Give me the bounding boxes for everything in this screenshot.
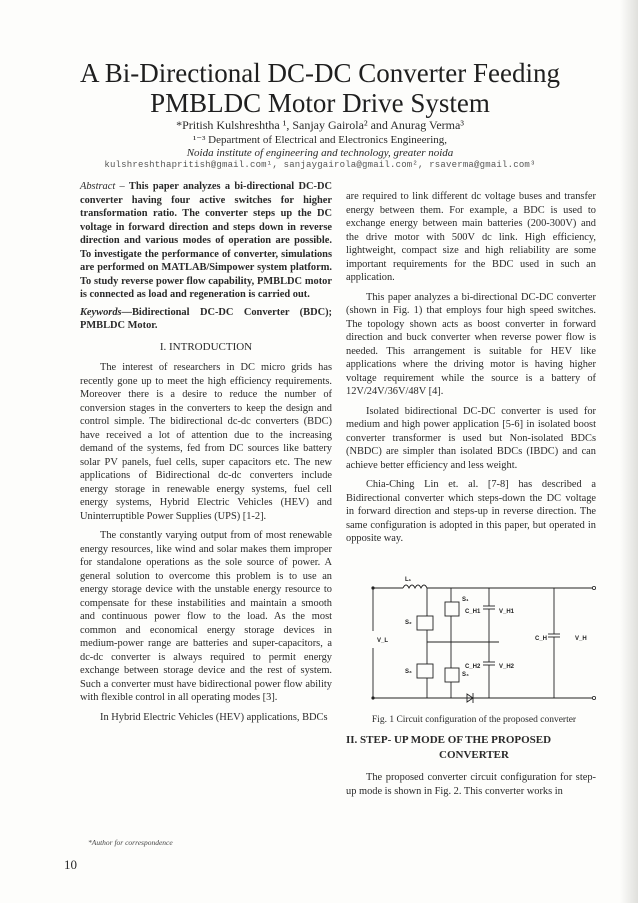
step-up-paragraph: The proposed converter circuit configuration for step-up mode is shown in Fig. 2. This converter works in [346, 772, 596, 797]
page-number: 10 [64, 857, 77, 872]
left-column [80, 180, 332, 724]
right-paragraph-1: are required to link different dc voltage buses and transfer energy between them. For example, a BDC is used to exchange energy between main batteries (200-300V) and the drive motor with 500V dc link. High efficiency, lightweight, compact size and high reliability are some important requirements for the BDC used in such an application. [346, 191, 596, 283]
label-ch: C_H [535, 636, 548, 642]
label-vh: V_H [575, 636, 587, 642]
label-s4: S₄ [462, 672, 469, 678]
label-vl: V_L [377, 638, 389, 644]
inductor-l1 [403, 585, 427, 588]
keywords-label: Keywords— [80, 306, 132, 318]
label-l1: L₁ [405, 577, 412, 583]
figure-caption: Fig. 1 Circuit configuration of the proposed converter [371, 715, 577, 725]
section-heading-step-up-line-2: CONVERTER [439, 749, 509, 761]
circuit-figure [369, 576, 599, 708]
label-ch1: C_H1 [465, 609, 481, 615]
keywords-text: Bidirectional DC-DC Converter (BDC); PMBLDC Motor. [80, 306, 332, 331]
label-ch2: C_H2 [465, 664, 481, 670]
footnote: *Author for correspondence [88, 838, 173, 847]
right-column [346, 190, 596, 546]
keywords [80, 306, 332, 333]
paper-title-line-1: A Bi-Directional DC-DC Converter Feeding [80, 58, 560, 88]
label-vh1: V_H1 [499, 609, 515, 615]
right-paragraph-2: This paper analyzes a bi-directional DC-DC converter (shown in Fig. 1) that employs four high speed switches. The topology shown acts as boost converter in forward direction and buck converter when reverse power flow is needed. This arrangement is suitable for HEV like applications where the driving motor is having higher voltage requirement while the source is a battery of 12V/24V/36V/48V [4]. [346, 291, 596, 397]
circuit-diagram [369, 576, 599, 708]
label-s2: S₂ [405, 620, 412, 626]
label-s3: S₃ [405, 669, 412, 675]
label-s1: S₁ [462, 597, 469, 603]
abstract-label: Abstract – [80, 181, 125, 192]
author-emails: kulshreshthapritish@gmail.com¹, sanjaygairola@gmail.com², rsaverma@gmail.com³ [104, 160, 536, 170]
page-edge-shadow [620, 0, 638, 903]
right-paragraph-4: Chia-Ching Lin et. al. [7-8] has described a Bidirectional converter which steps-down the DC voltage in forward direction and steps-up in reverse direction. The same configuration is adopted in this paper, but operated in opposite way. [346, 479, 596, 544]
department-affiliation: ¹⁻³ Department of Electrical and Electronics Engineering, [193, 134, 447, 146]
intro-paragraph-2: The constantly varying output from of most renewable energy resources, like wind and solar makes them improper for standalone operations as the sole source of power. A general solution to overcome this problem is to use an energy storage device with the unstable energy resource to compensate for these instabilities and maintain a smooth and continuous power flow to the load. As the most common and economical energy storage devices in medium-power range are batteries and super-capacitors, a dc-dc converter is always required to permit energy exchange between storage device and the rest of system. Such a converter must have bidirectional power flow ability with flexible control in all operating modes [3]. [80, 530, 332, 703]
intro-paragraph-3: In Hybrid Electric Vehicles (HEV) applications, BDCs [100, 711, 328, 723]
section-heading-step-up [346, 733, 602, 763]
abstract [80, 180, 332, 302]
label-vh2: V_H2 [499, 664, 515, 670]
paper-title-line-2: PMBLDC Motor Drive System [150, 88, 490, 118]
abstract-text: This paper analyzes a bi-directional DC-DC converter having four active switches for higher transformation ratio. The converter steps up the DC voltage in forward direction and steps down in reverse direction and various modes of operation are possible. To investigate the performance of converter, simulations are performed on MATLAB/Simpower system platform. To study reverse power flow capability, PMBLDC motor is connected as load and regeneration is carried out. [80, 181, 333, 300]
intro-paragraph-1: The interest of researchers in DC micro grids has recently gone up to meet the high efficiency requirements. Moreover there is a desire to reduce the number of conversion stages in the converters to keep the design and control simple. The bidirectional dc-dc converters (BDC) have received a lot of attention due to the increasing demand of the systems, fed from DC sources like battery solar PV panels, fuel cells, super capacitors etc. The new applications of Bidirectional dc-dc converters include energy storage in renewable energy systems, fuel cell energy systems, Hybrid Electric Vehicles (HEV) and Uninterruptible Power Supplies (UPS) [1-2]. [80, 362, 332, 522]
author-list: *Pritish Kulshreshtha ¹, Sanjay Gairola² and Anurag Verma³ [176, 118, 464, 132]
institute-affiliation: Noida institute of engineering and technology, greater noida [186, 147, 454, 159]
section-heading-introduction: I. INTRODUCTION [159, 340, 253, 353]
section-heading-step-up-line-1: II. STEP- UP MODE OF THE PROPOSED [346, 734, 552, 746]
right-paragraph-3: Isolated bidirectional DC-DC converter is used for medium and high power application [5-6] in isolated boost converter transformer is used but Non-isolated BDCs (NBDC) are simpler than isolated BDCs (IBDC) and can achieve better efficiency and less weight. [346, 405, 596, 471]
